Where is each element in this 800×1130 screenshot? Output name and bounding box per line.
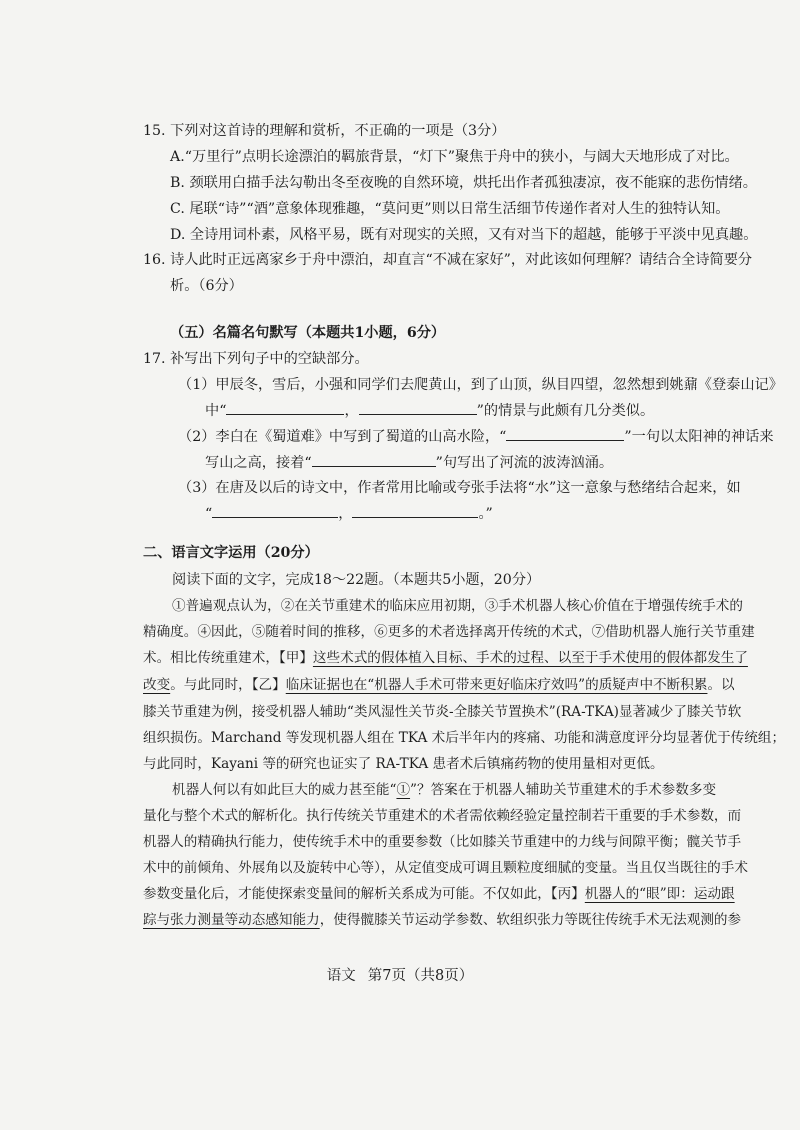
passage-line: 精确度。④因此，⑤随着时间的推移，⑥更多的术者选择离开传统的术式，⑦借助机器人施行关节重建 — [143, 624, 755, 640]
sub-2-suffix: ”一句以太阳神的神话来 — [624, 429, 774, 445]
sub-1-separator: ， — [344, 403, 359, 419]
sub-1-suffix: ”的情景与此颇有几分类似。 — [476, 403, 655, 419]
passage-line: 量化与整个术式的解析化。执行传统关节重建术的术者需依赖经验定量控制若干重要的手术参数，而 — [143, 808, 742, 824]
question-17-stem: 17. 补写出下列句子中的空缺部分。 — [143, 351, 369, 367]
passage-line: 组织损伤。Marchand 等发现机器人组在 TKA 术后半年内的疼痛、功能和满意度评分均显著优于传统组； — [143, 730, 786, 746]
footer-page-number: 第7页（共8页） — [367, 968, 474, 984]
answer-blank-5[interactable] — [212, 503, 338, 518]
question-17-sub-2-line-1 — [178, 426, 774, 447]
answer-blank-6[interactable] — [352, 503, 478, 518]
underlined-segment-jia-end: 改变 — [143, 677, 171, 693]
question-17-sub-1-line-1: （1）甲辰冬，雪后，小强和同学们去爬黄山，到了山顶，纵目四望，忽然想到姚鼐《登泰山记》 — [178, 377, 783, 393]
passage-segment: ”？答案在于机器人辅助关节重建术的手术参数多变 — [410, 782, 717, 798]
underlined-segment-jia: 这些术式的假体植入目标、手术的过程、以至于手术使用的假体都发生了 — [312, 650, 748, 666]
page-footer — [0, 966, 800, 986]
passage-line: 与此同时，Kayani 等的研究也证实了 RA-TKA 患者术后镇痛药物的使用量相对更低。 — [143, 756, 664, 772]
answer-blank-1[interactable] — [226, 400, 344, 415]
passage-line — [172, 780, 716, 800]
underlined-segment-bing-end: 踪与张力测量等动态感知能力 — [143, 912, 320, 928]
passage-line: 膝关节重建为例，接受机器人辅助“类风湿性关节炎-全膝关节置换术”(RA-TKA)显著减少了膝关节软 — [143, 704, 742, 720]
question-17-sub-3-line-1: （3）在唐及以后的诗文中，作者常用比喻或夸张手法将“水”这一意象与愁绪结合起来，如 — [178, 480, 741, 496]
question-17-sub-3-line-2 — [205, 503, 493, 524]
passage-line — [143, 910, 741, 930]
answer-blank-2[interactable] — [359, 400, 477, 415]
sub-2-line-2-suffix: ”句写出了河流的波涛汹涌。 — [435, 455, 614, 471]
sub-3-prefix: “ — [205, 506, 213, 522]
answer-blank-4[interactable] — [312, 452, 436, 467]
passage-line — [143, 675, 735, 695]
section-5-heading: （五）名篇名句默写（本题共1小题，6分） — [170, 325, 446, 341]
section-2-heading: 二、语言文字运用（20分） — [143, 545, 319, 561]
passage-segment: 术。相比传统重建术，【甲】 — [143, 650, 313, 666]
sub-2-prefix: （2）李白在《蜀道难》中写到了蜀道的山高水险，“ — [178, 429, 507, 445]
passage-line: ①普遍观点认为，②在关节重建术的临床应用初期，③手术机器人核心价值在于增强传统手术的 — [172, 598, 743, 614]
passage-line: 术中的前倾角、外展角以及旋转中心等），从定值变成可调且颗粒度细腻的变量。当且仅当既往的手术 — [143, 860, 748, 876]
question-15-option-d: D. 全诗用词朴素，风格平易，既有对现实的关照，又有对当下的超越，能够于平淡中见真趣。 — [170, 227, 758, 243]
question-16-line-2: 析。（6分） — [170, 278, 243, 294]
passage-line: 机器人的精确执行能力，使传统手术中的重要参数（比如膝关节重建中的力线与间隙平衡；髋关节手 — [143, 834, 742, 850]
passage-segment: 。以 — [707, 677, 735, 693]
underlined-segment-yi: 临床证据也在“机器人手术可带来更好临床疗效吗”的质疑声中不断积累 — [285, 677, 708, 693]
passage-segment: 。与此同时，【乙】 — [170, 677, 286, 693]
question-17-sub-2-line-2 — [205, 452, 613, 473]
answer-blank-3[interactable] — [506, 426, 624, 441]
question-15-option-a: A.“万里行”点明长途漂泊的羁旅背景，“灯下”聚焦于舟中的狭小，与阔大天地形成了对比。 — [170, 149, 739, 165]
sub-1-prefix: 中“ — [205, 403, 227, 419]
sub-3-separator: ， — [338, 506, 353, 522]
sub-2-line-2-prefix: 写山之高，接着“ — [205, 455, 312, 471]
section-2-intro: 阅读下面的文字，完成18～22题。（本题共5小题，20分） — [172, 572, 541, 588]
passage-segment: 机器人何以有如此巨大的威力甚至能“ — [172, 782, 397, 798]
sub-3-suffix: 。” — [478, 506, 493, 522]
passage-segment: ，使得髋膝关节运动学参数、软组织张力等既往传统手术无法观测的参 — [319, 912, 742, 928]
question-15-stem: 15. 下列对这首诗的理解和赏析，不正确的一项是（3分） — [143, 123, 506, 139]
passage-segment: 参数变量化后，才能使探索变量间的解析关系成为可能。不仅如此，【丙】 — [143, 886, 585, 902]
blank-marker-1: ① — [396, 782, 411, 798]
question-15-option-b: B. 颈联用白描手法勾勒出冬至夜晚的自然环境，烘托出作者孤独凄凉，夜不能寐的悲伤情绪。 — [170, 175, 757, 191]
passage-line — [143, 648, 748, 668]
passage-line — [143, 884, 735, 904]
question-16-line-1: 16. 诗人此时正远离家乡于舟中漂泊，却直言“不减在家好”，对此该如何理解？请结合全诗简要分 — [143, 252, 753, 268]
footer-subject: 语文 — [326, 968, 356, 984]
underlined-segment-bing: 机器人的“眼”即：运动跟 — [584, 886, 735, 902]
question-15-option-c: C. 尾联“诗”“酒”意象体现雅趣，“莫问更”则以日常生活细节传递作者对人生的独特认知。 — [170, 201, 730, 217]
question-17-sub-1-line-2 — [205, 400, 654, 421]
